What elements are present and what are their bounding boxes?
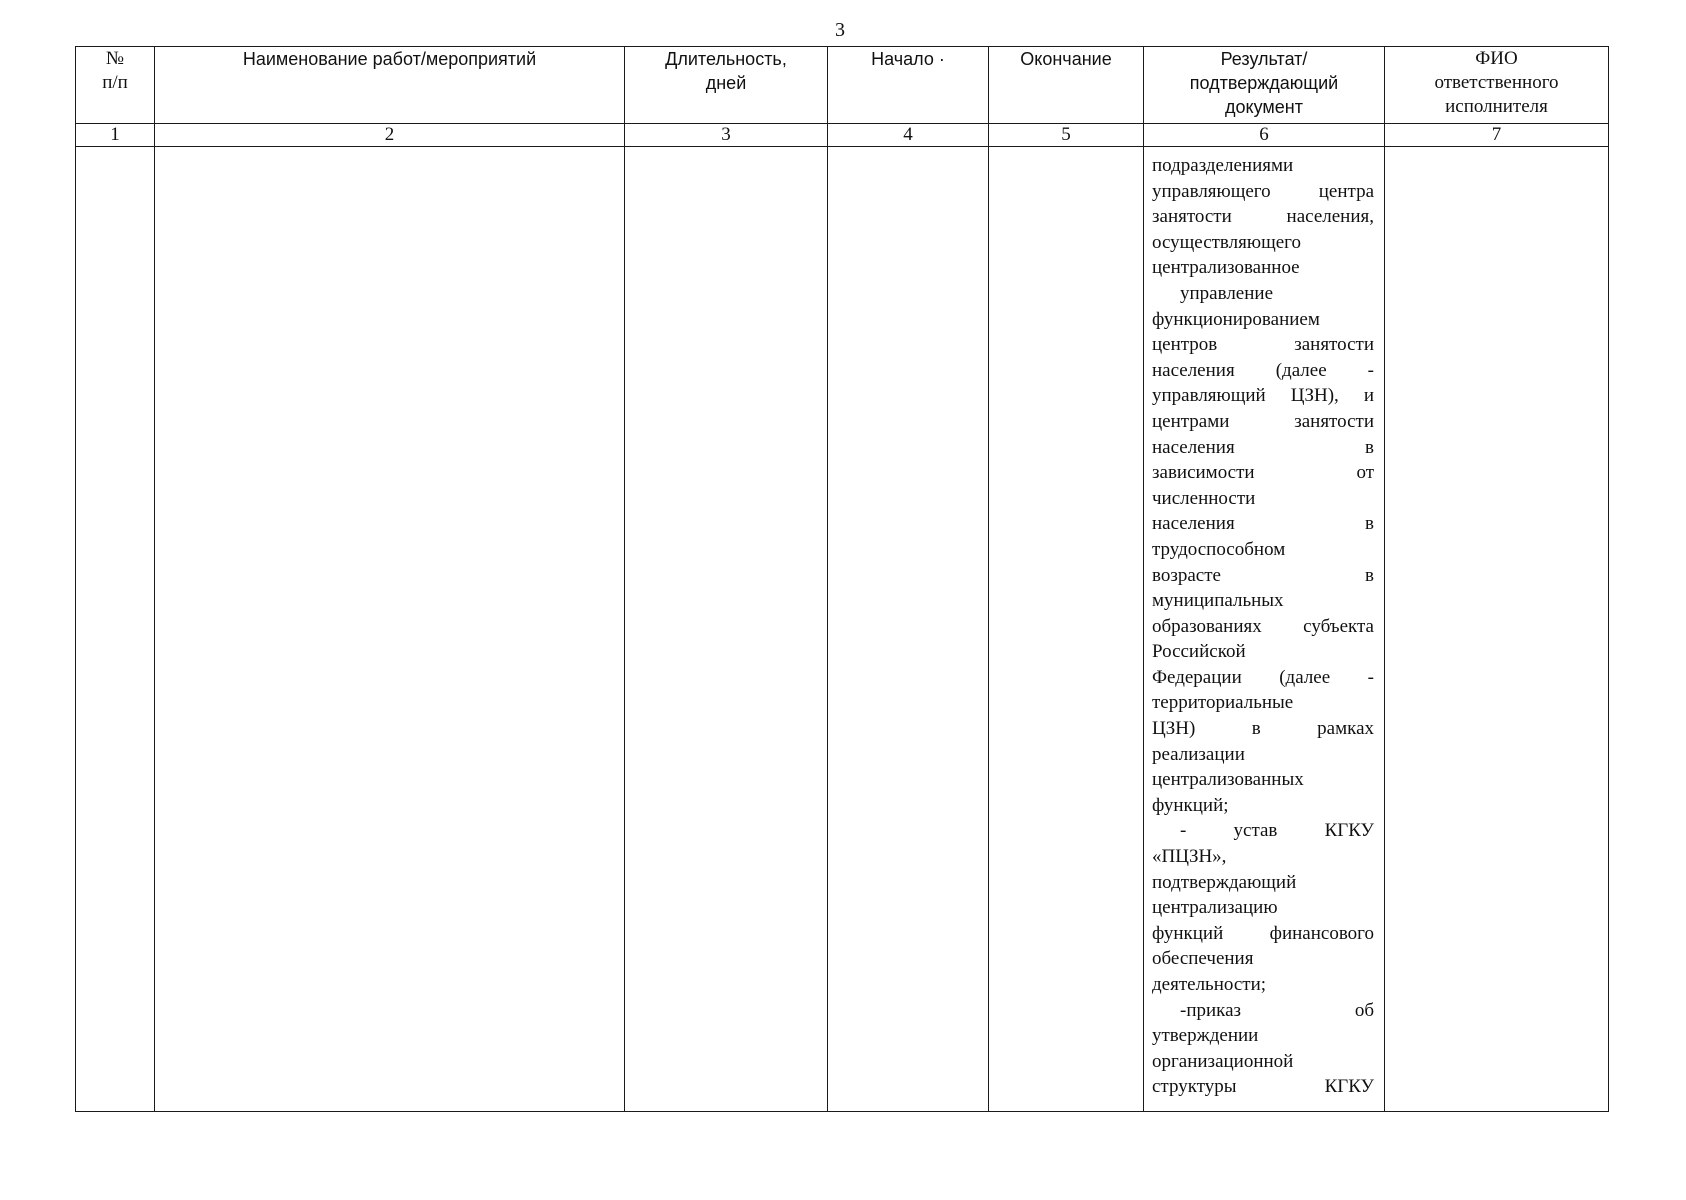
result-text-line: трудоспособном xyxy=(1152,538,1286,560)
result-text-line: управляющего центра xyxy=(1152,180,1374,202)
result-text-line: занятости населения, xyxy=(1152,206,1374,228)
result-text-line: ЦЗН) в рамках xyxy=(1152,718,1374,740)
responsible-cell xyxy=(1385,147,1609,1112)
result-text-line: подразделениями xyxy=(1152,155,1294,176)
column-number: 2 xyxy=(155,124,625,147)
result-text-line: муниципальных xyxy=(1152,590,1284,612)
header-start: Начало · xyxy=(828,47,989,124)
duration-cell xyxy=(625,147,828,1112)
header-responsible: ФИО ответственного исполнителя xyxy=(1385,47,1609,124)
column-number: 6 xyxy=(1144,124,1385,147)
result-text-line: территориальные xyxy=(1152,692,1294,714)
column-number: 5 xyxy=(989,124,1144,147)
header-work-name: Наименование работ/мероприятий xyxy=(155,47,625,124)
header-duration: Длительность, дней xyxy=(625,47,828,124)
result-text-line: организационной xyxy=(1152,1050,1294,1072)
result-text-line: деятельности; xyxy=(1152,974,1267,995)
result-text-line: функционированием xyxy=(1152,308,1320,330)
result-text-line: населения в xyxy=(1152,436,1374,458)
column-number-row xyxy=(76,124,1609,147)
result-text-line: структуры КГКУ xyxy=(1152,1076,1374,1098)
result-text-line: численности xyxy=(1152,487,1256,509)
header-number: № п/п xyxy=(76,47,155,124)
row-number-cell xyxy=(76,147,155,1112)
result-text-line: зависимости от xyxy=(1152,462,1374,484)
result-text-line: централизованных xyxy=(1152,769,1304,791)
table-row xyxy=(76,147,1609,1112)
result-document-cell xyxy=(1144,147,1385,1112)
result-text-line: Российской xyxy=(1152,641,1246,663)
result-text-line: утверждении xyxy=(1152,1025,1259,1047)
result-text-line: образованиях субъекта xyxy=(1152,615,1374,637)
result-text xyxy=(1152,153,1374,1100)
start-cell xyxy=(828,147,989,1112)
end-cell xyxy=(989,147,1144,1112)
result-text-line: обеспечения xyxy=(1152,948,1254,970)
result-text-line: «ПЦЗН», xyxy=(1152,846,1227,868)
column-number: 4 xyxy=(828,124,989,147)
result-text-line: населения (далее - xyxy=(1152,359,1374,381)
result-text-line: центров занятости xyxy=(1152,334,1374,356)
header-result: Результат/ подтверждающий документ xyxy=(1144,47,1385,124)
result-text-line: функций; xyxy=(1152,794,1229,816)
column-number: 7 xyxy=(1385,124,1609,147)
result-text-line: центрами занятости xyxy=(1152,410,1374,432)
result-text-line: возрасте в xyxy=(1152,564,1374,586)
result-text-line: -приказ об xyxy=(1180,999,1374,1021)
result-text-line: функций финансового xyxy=(1152,922,1374,944)
result-text-line: населения в xyxy=(1152,513,1374,535)
result-text-line: управляющий ЦЗН), и xyxy=(1152,385,1374,407)
header-end: Окончание xyxy=(989,47,1144,124)
result-text-line: управление xyxy=(1180,282,1274,304)
work-plan-table xyxy=(75,46,1609,1112)
column-number: 3 xyxy=(625,124,828,147)
result-text-line: централизацию xyxy=(1152,897,1278,919)
header-row xyxy=(76,47,1609,124)
column-number: 1 xyxy=(76,124,155,147)
work-name-cell xyxy=(155,147,625,1112)
result-text-line: централизованное xyxy=(1152,257,1300,279)
result-text-line: реализации xyxy=(1152,743,1245,765)
page-number: 3 xyxy=(835,19,845,41)
result-text-line: подтверждающий xyxy=(1152,871,1297,893)
result-text-line: - устав КГКУ xyxy=(1180,820,1374,842)
result-text-line: осуществляющего xyxy=(1152,231,1301,253)
result-text-line: Федерации (далее - xyxy=(1152,666,1374,688)
